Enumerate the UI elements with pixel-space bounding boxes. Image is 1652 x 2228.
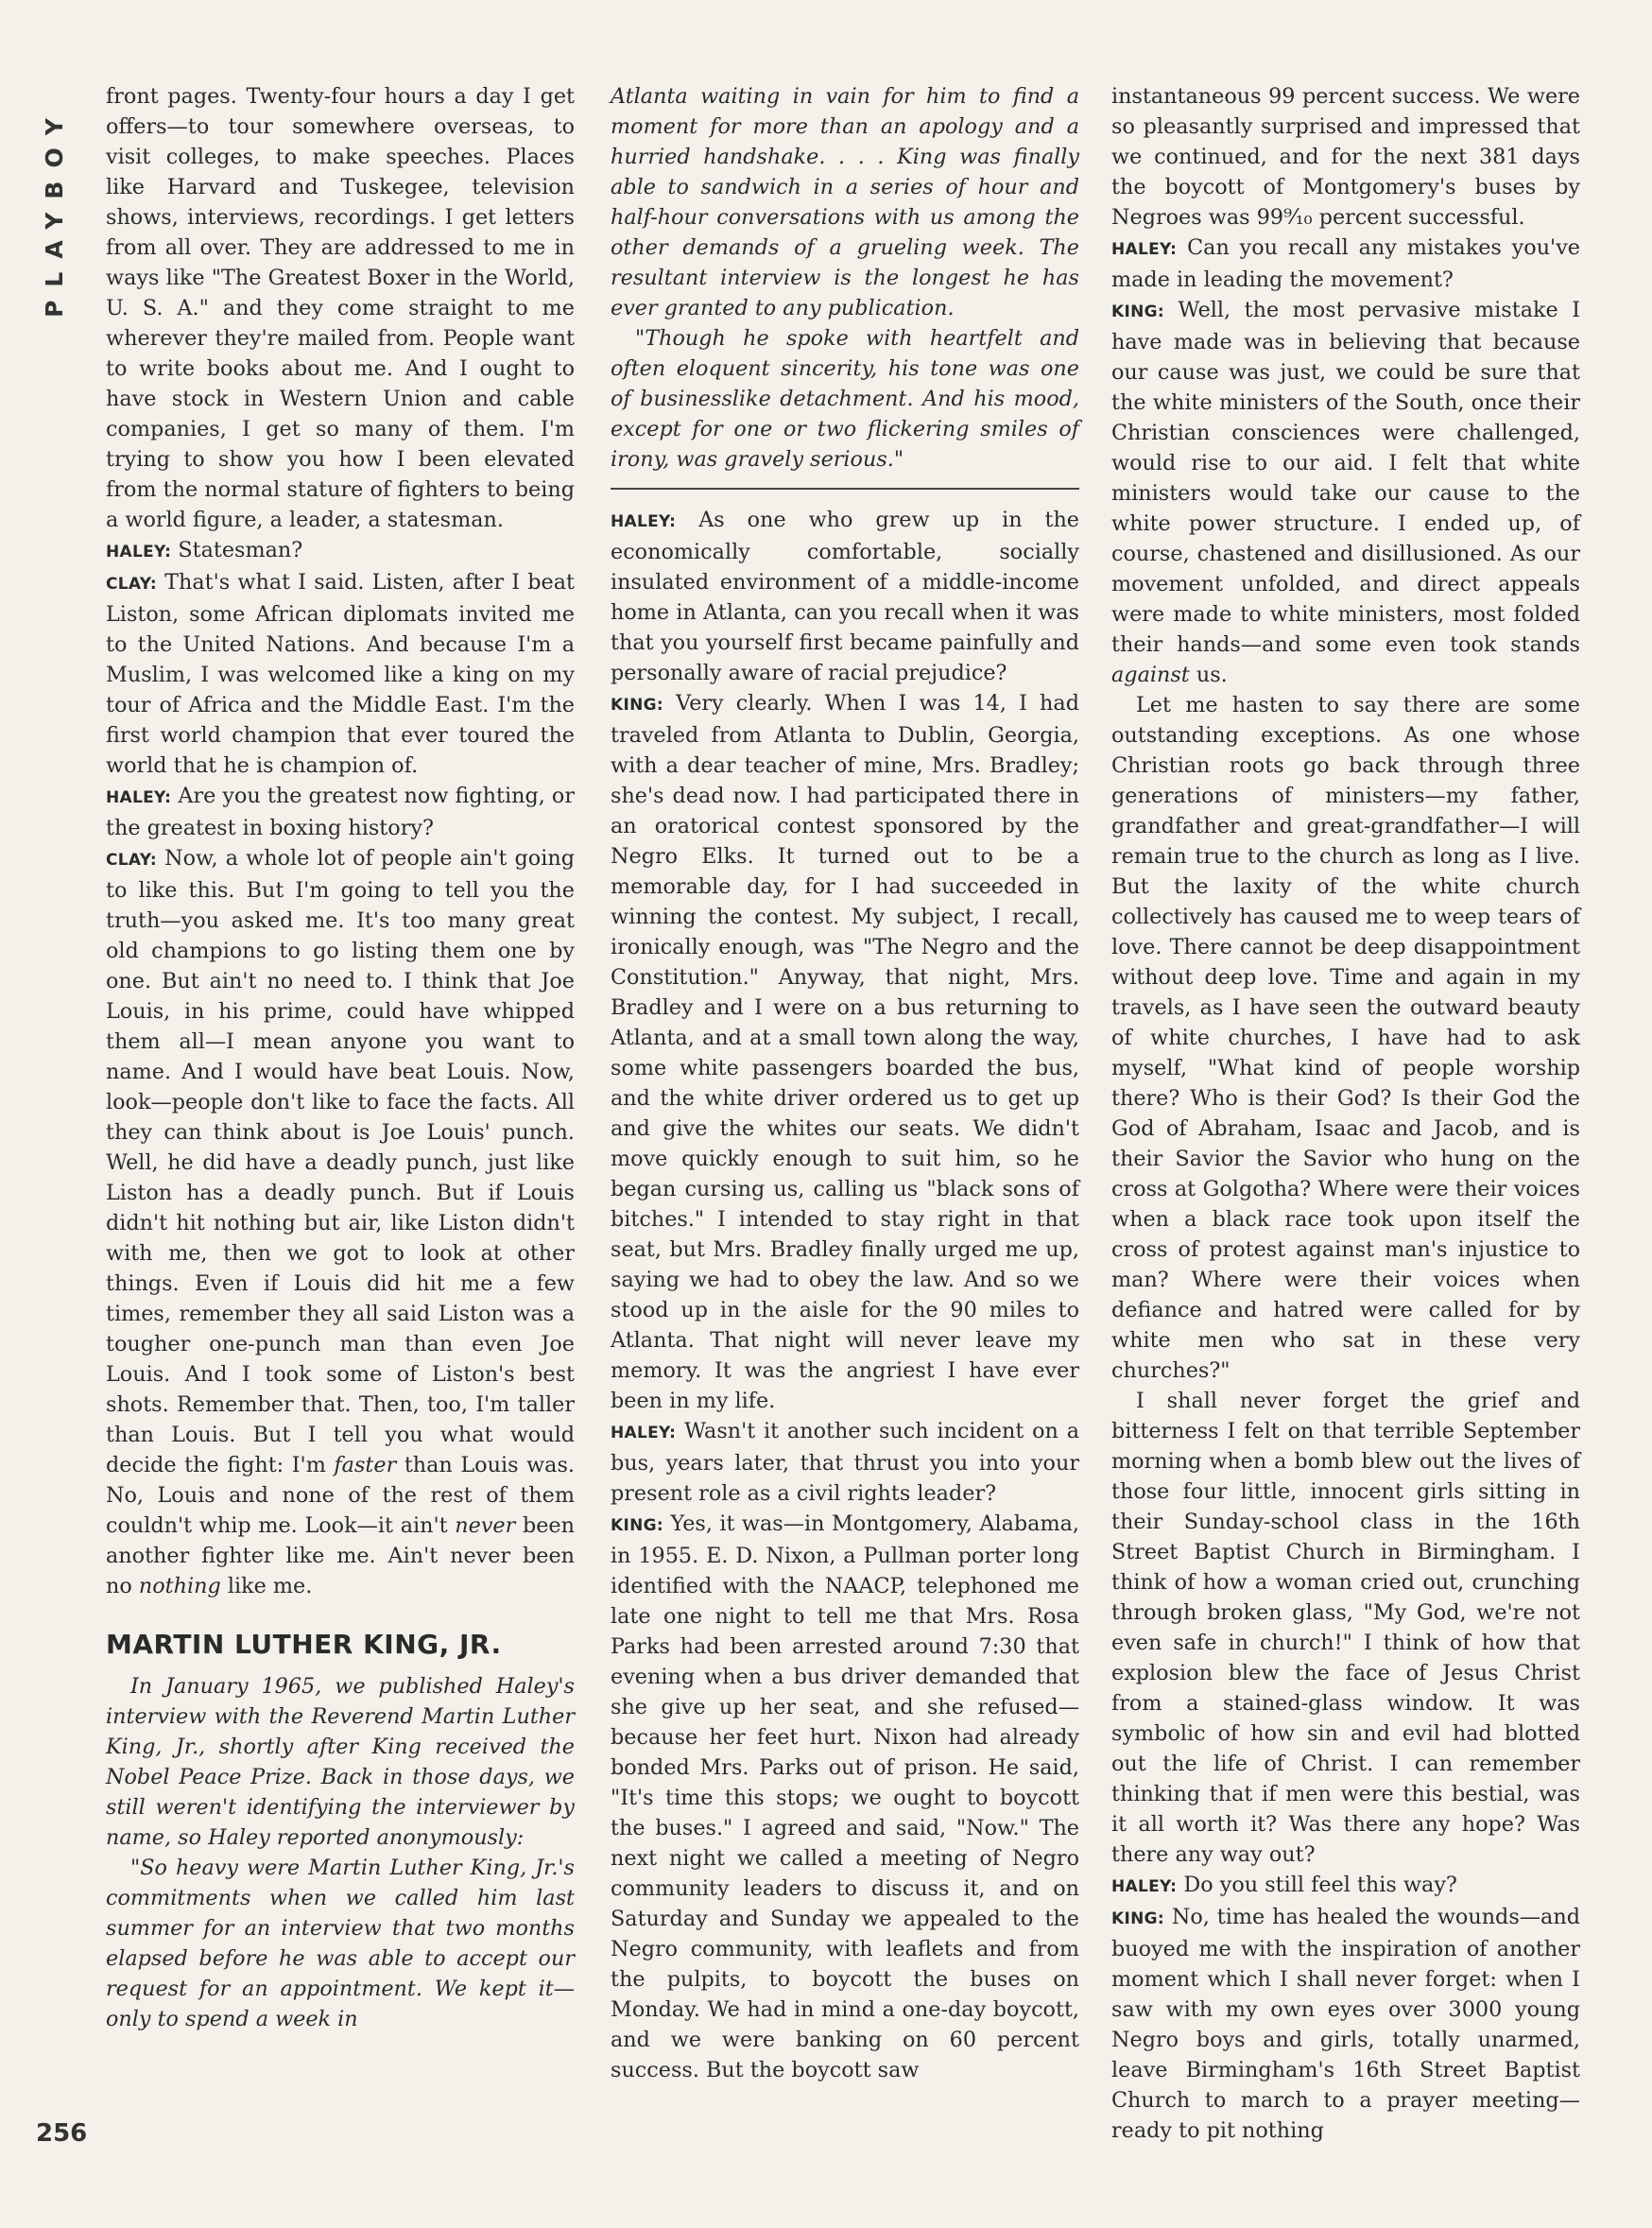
speaker-label: KING: xyxy=(611,1516,663,1535)
paragraph xyxy=(1111,233,1580,295)
paragraph: instantaneous 99 percent success. We were so pleasantly surprised and impressed that we continued, and for the next 381 days the boycott of Montgomery's buses by Negroes was 99⁹⁄₁₀ percent successful. xyxy=(1111,84,1580,230)
paragraph: Let me hasten to say there are some outstanding exceptions. As one whose Christian roots go back through three generations of ministers—my father, grandfather and great-grandfather—I will remain true to the church as long as I live. But the laxity of the white church collectively has caused me to weep tears of love. There cannot be deep disappointment without deep love. Time and again in my travels, as I have seen the outward beauty of white churches, I have had to ask myself, "What kind of people worship there? Who is their God? Is their God the God of Abraham, Isaac and Jacob, and is their Savior the Savior who hung on the cross at Golgotha? Where were their voices when a black race took upon itself the cross of protest against man's injustice to man? Where were their voices when defiance and hatred were called for by white men who sat in these very churches?" xyxy=(1111,693,1580,1383)
emphasis: against xyxy=(1111,663,1190,687)
emphasis: faster xyxy=(334,1453,397,1477)
speaker-label: CLAY: xyxy=(106,851,157,870)
paragraph-text: Do you still feel this way? xyxy=(1183,1873,1457,1897)
intro-paragraph: Atlanta waiting in vain for him to find a moment for more than an apology and a hurried handshake. . . . King was finally able to sandwich in a series of hour and half-hour conversations with us among the other demands of a grueling week. The resultant interview is the longest he has ever granted to any publication. xyxy=(611,84,1079,320)
paragraph xyxy=(611,1416,1079,1509)
paragraph xyxy=(106,781,575,843)
speaker-label: HALEY: xyxy=(611,512,677,531)
speaker-label: KING: xyxy=(611,696,663,715)
column-3 xyxy=(1111,81,1580,2146)
paragraph-text: As one who grew up in the economically comfortable, socially insulated environment of a middle-income home in Atlanta, can you recall when it was that you yourself first became painfully and personally aware of racial prejudice? xyxy=(611,508,1079,685)
paragraph xyxy=(611,1509,1079,2085)
paragraph-text: Yes, it was—in Montgomery, Alabama, in 1955. E. D. Nixon, a Pullman porter long identified with the NAACP, telephoned me late one night to tell me that Mrs. Rosa Parks had been arrested around 7:30 that evening when a bus driver demanded that she give up her seat, and she refused—because her feet hurt. Nixon had already bonded Mrs. Parks out of prison. He said, "It's time this stops; we ought to boycott the buses." I agreed and said, "Now." The next night we called a meeting of Negro community leaders to discuss it, and on Saturday and Sunday we appealed to the Negro community, with leaflets and from the pulpits, to boycott the buses on Monday. We had in mind a one-day boycott, and we were banking on 60 percent success. But the boycott saw xyxy=(611,1511,1080,2082)
paragraph-text: That's what I said. Listen, after I beat Liston, some African diplomats invited me to the United Nations. And because I'm a Muslim, I was welcomed like a king on my tour of Africa and the Middle East. I'm the first world champion that ever toured the world that he is champion of. xyxy=(106,570,575,778)
paragraph-text: than Louis was. No, Louis and none of the rest of them couldn't whip me. Look—it ain't xyxy=(106,1453,575,1538)
paragraph-text: Can you recall any mistakes you've made in leading the movement? xyxy=(1111,235,1580,292)
paragraph-text: Very clearly. When I was 14, I had traveled from Atlanta to Dublin, Georgia, with a dear teacher of mine, Mrs. Bradley; she's dead now. I had participated there in an oratorical contest sponsored by the Negro Elks. It turned out to be a memorable day, for I had succeeded in winning the contest. My subject, I recall, ironically enough, was "The Negro and the Constitution." Anyway, that night, Mrs. Bradley and I were on a bus returning to Atlanta, and at a small town along the way, some white passengers boarded the bus, and the white driver ordered us to get up and give the whites our seats. We didn't move quickly enough to suit him, so he began cursing us, calling us "black sons of bitches." I intended to stay right in that seat, but Mrs. Bradley finally urged me up, saying we had to obey the law. And so we stood up in the aisle for the 90 miles to Atlanta. That night will never leave my memory. It was the angriest I have ever been in my life. xyxy=(611,691,1079,1413)
paragraph-text: Statesman? xyxy=(178,538,303,562)
masthead-text: PLAYBOY xyxy=(40,104,68,318)
paragraph-text: been another fighter like me. Ain't never been no xyxy=(106,1513,575,1598)
divider xyxy=(611,488,1079,490)
paragraph-text: Wasn't it another such incident on a bus, years later, that thrust you into your present role as a civil rights leader? xyxy=(611,1419,1079,1506)
paragraph xyxy=(106,567,575,781)
column-1 xyxy=(106,81,575,2034)
speaker-label: HALEY: xyxy=(611,1424,677,1442)
paragraph: I shall never forget the grief and bitterness I felt on that terrible September morning when a bomb blew out the lives of those four little, innocent girls sitting in their Sunday-school class in the 16th Street Baptist Church in Birmingham. I think of how a woman cried out, crunching through broken glass, "My God, we're not even safe in church!" I think of how that explosion blew the face of Jesus Christ from a stained-glass window. It was symbolic of how sin and evil had blotted out the life of Christ. I can remember thinking that if men were this bestial, was it all worth it? Was there any hope? Was there any way out? xyxy=(1111,1389,1580,1867)
paragraph: front pages. Twenty-four hours a day I get offers—to tour somewhere overseas, to visit colleges, to make speeches. Places like Harvard and Tuskegee, television shows, interviews, recordings. I get letters from all over. They are addressed to me in ways like "The Greatest Boxer in the World, U. S. A." and they come straight to me wherever they're mailed from. People want to write books about me. And I ought to have stock in Western Union and cable companies, I get so many of them. I'm trying to show you how I been elevated from the normal stature of fighters to being a world figure, a leader, a statesman. xyxy=(106,84,575,532)
paragraph-text: Are you the greatest now fighting, or the greatest in boxing history? xyxy=(106,784,575,840)
paragraph xyxy=(611,688,1079,1416)
speaker-label: HALEY: xyxy=(1111,240,1178,259)
speaker-label: KING: xyxy=(1111,302,1164,321)
intro-paragraph: "So heavy were Martin Luther King, Jr.'s commitments when we called him last summer for an interview that two months elapsed before he was able to accept our request for an appointment. We kept it—only to spend a week in xyxy=(106,1856,575,2031)
paragraph-text: Well, the most pervasive mistake I have made was in believing that because our cause was just, we could be sure that the white ministers of the South, once their Christian consciences were challenged, would rise to our aid. I felt that white ministers would take our cause to the white power structure. I ended up, of course, chastened and disillusioned. As our movement unfolded, and direct appeals were made to white ministers, most folded their hands—and some even took stands xyxy=(1111,298,1581,657)
emphasis: nothing xyxy=(138,1574,221,1598)
emphasis: never xyxy=(455,1513,516,1538)
paragraph-text: No, time has healed the wounds—and buoyed me with the inspiration of another moment which I shall never forget: when I saw with my own eyes over 3000 young Negro boys and girls, totally unarmed, leave Birmingham's 16th Street Baptist Church to march to a prayer meeting—ready to pit nothing xyxy=(1111,1905,1580,2143)
speaker-label: HALEY: xyxy=(106,543,172,561)
paragraph-text: us. xyxy=(1196,663,1228,687)
paragraph-text: like me. xyxy=(227,1574,313,1598)
paragraph xyxy=(106,843,575,1601)
paragraph xyxy=(611,505,1079,688)
page-number: 256 xyxy=(36,2119,88,2148)
paragraph-text: Now, a whole lot of people ain't going to like this. But I'm going to tell you the truth—you asked me. It's too many great old champions to go listing them one by one. But ain't no need to. I think that Joe Louis, in his prime, could have whipped them all—I mean anyone you want to name. And I would have beat Louis. Now, look—people don't like to face the facts. All they can think about is Joe Louis' punch. Well, he did have a deadly punch, just like Liston has a deadly punch. But if Louis didn't hit nothing but air, like Liston didn't with me, then we got to look at other things. Even if Louis did hit me a few times, remember they all said Liston was a tougher one-punch man than even Joe Louis. And I took some of Liston's best shots. Remember that. Then, too, I'm taller than Louis. But I tell you what would decide the fight: I'm xyxy=(106,846,575,1477)
paragraph xyxy=(1111,1870,1580,1902)
paragraph xyxy=(1111,295,1580,690)
speaker-label: CLAY: xyxy=(106,575,157,594)
masthead xyxy=(38,83,70,338)
column-2 xyxy=(611,81,1079,2085)
section-heading: MARTIN LUTHER KING, JR. xyxy=(106,1629,502,1660)
speaker-label: KING: xyxy=(1111,1909,1164,1928)
speaker-label: HALEY: xyxy=(1111,1877,1178,1896)
speaker-label: HALEY: xyxy=(106,788,172,807)
paragraph xyxy=(1111,1902,1580,2146)
intro-paragraph: In January 1965, we published Haley's interview with the Reverend Martin Luther King, Jr., shortly after King received the Nobel Peace Prize. Back in those days, we still weren't identifying the interviewer by name, so Haley reported anonymously: xyxy=(106,1674,575,1850)
intro-paragraph: "Though he spoke with heartfelt and often eloquent sincerity, his tone was one of businesslike detachment. And his mood, except for one or two flickering smiles of irony, was gravely serious." xyxy=(611,326,1079,472)
paragraph xyxy=(106,535,575,567)
